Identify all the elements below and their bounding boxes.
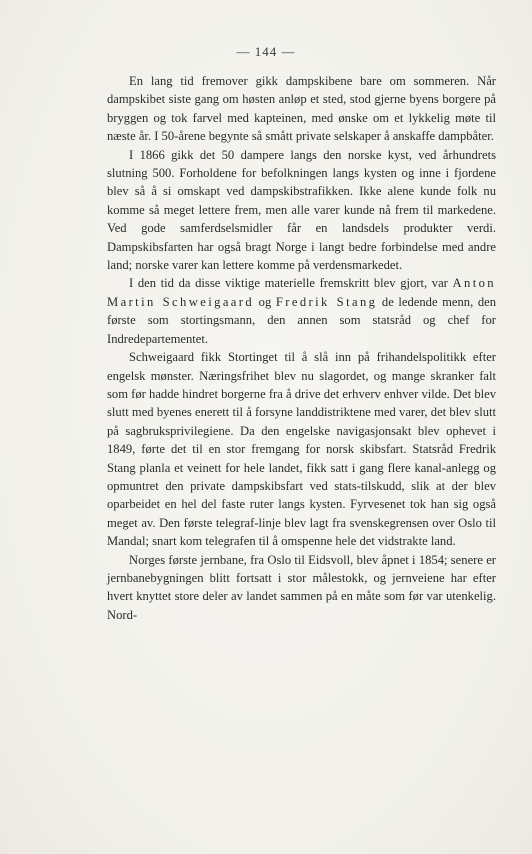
name-schweigaard: Anton Martin Schweigaard	[107, 276, 496, 309]
paragraph-intro-text: I den tid da disse viktige materielle fremskritt blev gjort, var	[129, 276, 453, 291]
paragraph-steamers-1866: I 1866 gikk det 50 dampere langs den norske kyst, ved århundrets slutning 500. Forholdene for befolkningen langs kysten og inne i fjordene blev så å si omskapt ved dampskibstrafikken. Ikke alene kunde folk nu komme så meget lettere frem, men alle varer kunde nå frem til markedene. Ved gode samferdselsmidler får en landsdels produkter verdi. Dampskibsfarten har også bragt Norge i langt bedre forbindelse med andre land; norske varer kan lettere komme på verdensmarkedet.	[107, 147, 496, 273]
page-number: — 144 —	[236, 44, 296, 59]
paragraph-connector-text: og	[254, 294, 276, 309]
paragraph-free-trade: Schweigaard fikk Stortinget til å slå inn på frihandelspolitikk efter engelsk mønster. Næringsfrihet blev nu slagordet, og mange skranker falt som før hadde hindret borgerne fra å drive det erhverv enhver vilde. Det blev slutt med byenes enerett til å forsyne landdistriktene med varer, det blev slutt på sagbruksprivilegiene. Da den engelske navigasjonsakt blev ophevet i 1849, førte det til en stor fremgang for norsk skibsfart. Statsråd Fredrik Stang planla et veinett for hele landet, fikk satt i gang flere kanal-anlegg og opmuntret den private dampskibsfart ved stats-tilskudd, slik at der blev oparbeidet en hel del faste ruter langs kysten. Fyrvesenet tok han sig også meget av. Den første telegraf-linje blev lagt fra svenskegrensen over Oslo til Mandal; snart kom telegrafen til å omspenne hele det vidstrakte land.	[107, 350, 496, 549]
paragraph-steamships-summer: En lang tid fremover gikk dampskibene bare om sommeren. Når dampskibet siste gang om høsten anløp et sted, stod gjerne byens borgere på bryggen og tok farvel med kapteinen, med ønske om et lykkelig møte til næste år. I 50-årene begynte så smått private selskaper å anskaffe dampbåter.	[107, 74, 496, 144]
paragraph-closing-text: de ledende menn, den første som stortingsmann, den annen som statsråd og chef for Indredepartementet.	[107, 294, 496, 346]
name-stang: Fredrik Stang	[275, 294, 378, 309]
paragraph-schweigaard-stang	[107, 274, 496, 348]
body-text	[107, 72, 496, 624]
paragraph-railway: Norges første jernbane, fra Oslo til Eidsvoll, blev åpnet i 1854; senere er jernbanebygningen blitt fortsatt i stor målestokk, og jernveiene har efter hvert knyttet store deler av landet sammen på en måte som før var utenkelig. Nord-	[107, 552, 496, 622]
